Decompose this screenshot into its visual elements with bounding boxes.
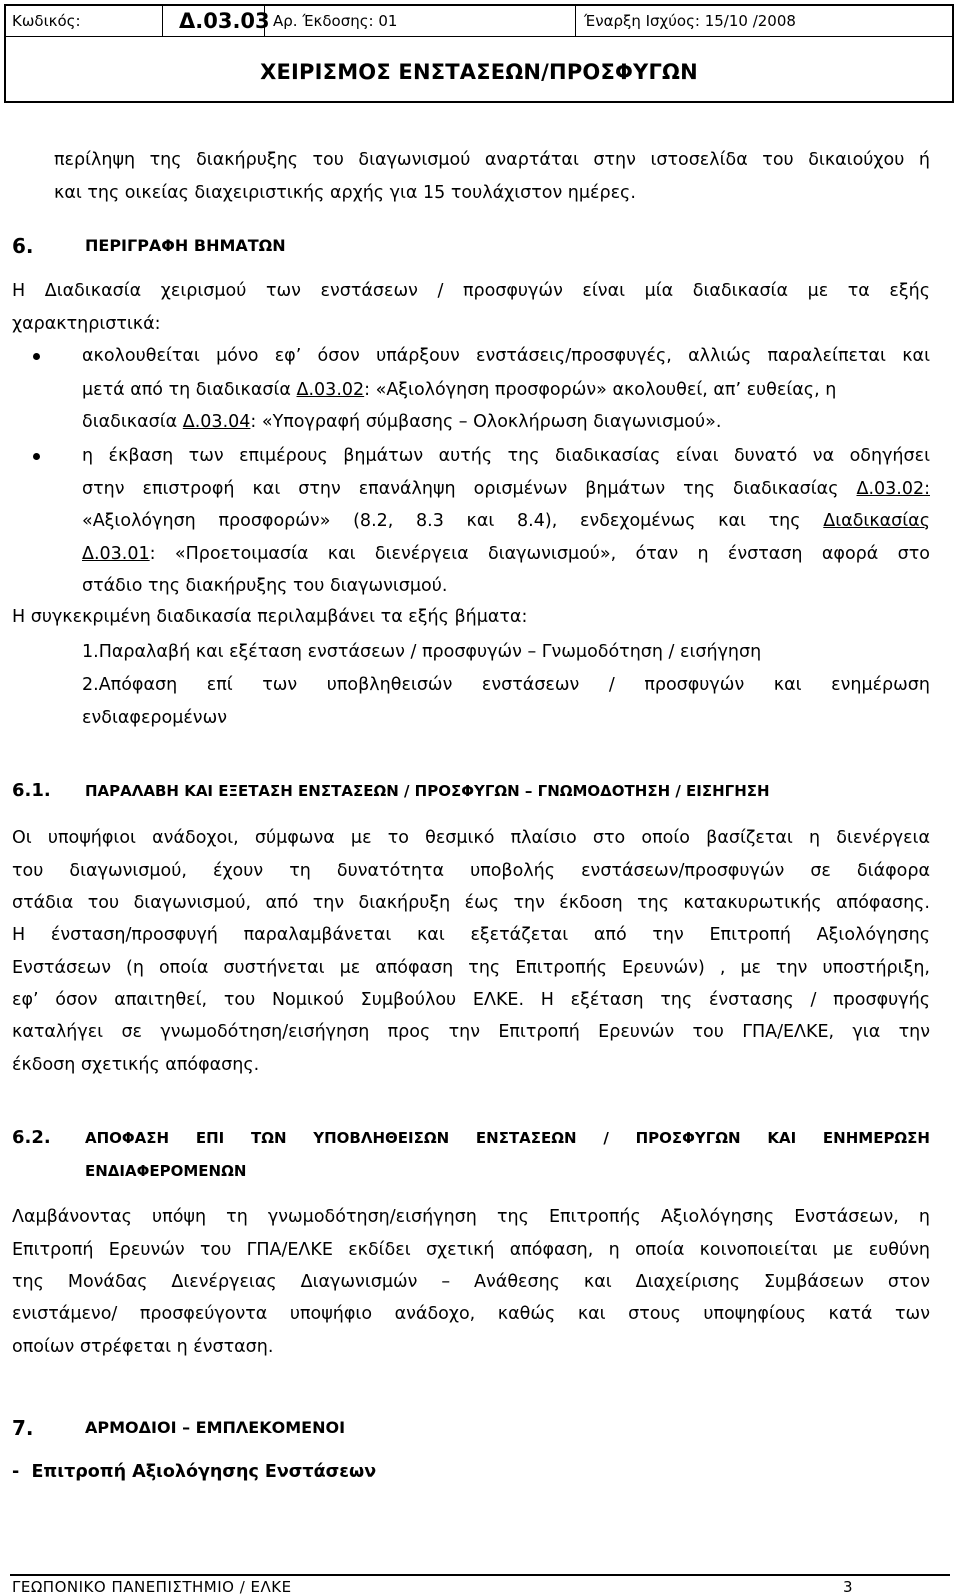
- section-7-title: ΑΡΜΟΔΙΟΙ – ΕΜΠΛΕΚΟΜΕΝΟΙ: [85, 1418, 346, 1437]
- s62-line-5: οποίων στρέφεται η ένσταση.: [12, 1337, 274, 1357]
- s6-bullet1-line-3: διαδικασία Δ.03.04: «Υπογραφή σύμβασης – Ολοκλήρωση διαγωνισμού».: [82, 412, 722, 432]
- section-62-title-line-2: ΕΝΔΙΑΦΕΡΟΜΕΝΩΝ: [85, 1162, 247, 1180]
- ref-diadikasias: Διαδικασίας: [823, 511, 930, 531]
- intro-line-2: και της οικείας διαχειριστικής αρχής για 15 τουλάχιστον ημέρες.: [54, 183, 636, 203]
- section-62-number: 6.2.: [12, 1127, 51, 1148]
- bullet-icon: [33, 353, 40, 360]
- section-7-number: 7.: [12, 1416, 34, 1440]
- intro-line-1: περίληψη της διακήρυξης του διαγωνισμού αναρτάται στην ιστοσελίδα του δικαιούχου ή: [54, 150, 930, 170]
- s61-line-5: Ενστάσεων (η οποία συστήνεται με απόφαση της Επιτροπής Ερευνών) , με την υποστήριξη,: [12, 958, 930, 978]
- s61-line-1: Οι υποψήφιοι ανάδοχοι, σύμφωνα με το θεσμικό πλαίσιο στο οποίο βασίζεται η διενέργεια: [12, 828, 930, 848]
- document-header: [4, 4, 954, 103]
- footer-org: ΓΕΩΠΟΝΙΚΟ ΠΑΝΕΠΙΣΤΗΜΙΟ / ΕΛΚΕ: [12, 1578, 292, 1596]
- s61-line-4: Η ένσταση/προσφυγή παραλαμβάνεται και εξετάζεται από την Επιτροπή Αξιολόγησης: [12, 925, 930, 945]
- s6-bullet2-line-3: «Αξιολόγηση προσφορών» (8.2, 8.3 και 8.4), ενδεχομένως και της Διαδικασίας: [82, 511, 930, 531]
- s61-line-6: εφ’ όσον απαιτηθεί, του Νομικού Συμβούλου ΕΛΚΕ. Η εξέταση της ένστασης / προσφυγής: [12, 990, 930, 1010]
- s6-bullet1-line-1: ακολουθείται μόνο εφ’ όσον υπάρξουν ενστάσεις/προσφυγές, αλλιώς παραλείπεται και: [82, 346, 930, 366]
- s6-step-2-line-1: 2.Απόφαση επί των υποβληθεισών ενστάσεων / προσφυγών και ενημέρωση: [82, 675, 930, 695]
- s6-bullet2-line-4: Δ.03.01: «Προετοιμασία και διενέργεια διαγωνισμού», όταν η ένσταση αφορά στο: [82, 544, 930, 564]
- ref-d0302: Δ.03.02:: [856, 479, 930, 499]
- s61-line-7: καταλήγει σε γνωμοδότηση/εισήγηση προς την Επιτροπή Ερευνών του ΓΠΑ/ΕΛΚΕ, για την: [12, 1022, 930, 1042]
- s6-step-1: 1.Παραλαβή και εξέταση ενστάσεων / προσφυγών – Γνωμοδότηση / εισήγηση: [82, 642, 762, 662]
- footer-divider: [10, 1574, 950, 1576]
- effective-date: Έναρξη Ισχύος: 15/10 /2008: [584, 12, 796, 30]
- section-61-number: 6.1.: [12, 780, 51, 801]
- s6-bullet2-line-5: στάδιο της διακήρυξης του διαγωνισμού.: [82, 576, 448, 596]
- version-label: Αρ. Έκδοσης: 01: [265, 6, 576, 36]
- section-6-title: ΠΕΡΙΓΡΑΦΗ ΒΗΜΑΤΩΝ: [85, 236, 286, 255]
- section-62-title-line-1: ΑΠΟΦΑΣΗ ΕΠΙ ΤΩΝ ΥΠΟΒΛΗΘΕΙΣΩΝ ΕΝΣΤΑΣΕΩΝ / ΠΡΟΣΦΥΓΩΝ ΚΑΙ ΕΝΗΜΕΡΩΣΗ: [85, 1129, 930, 1147]
- document-title: ΧΕΙΡΙΣΜΟΣ ΕΝΣΤΑΣΕΩΝ/ΠΡΟΣΦΥΓΩΝ: [260, 60, 698, 84]
- s62-line-2: Επιτροπή Ερευνών του ΓΠΑ/ΕΛΚΕ εκδίδει σχετική απόφαση, η οποία κοινοποιείται με ευθύνη: [12, 1240, 930, 1260]
- s62-line-3: της Μονάδας Διενέργειας Διαγωνισμών – Ανάθεσης και Διαχείρισης Συμβάσεων στον: [12, 1272, 930, 1292]
- ref-d0302: Δ.03.02: [296, 380, 365, 400]
- s6-step-2-line-2: ενδιαφερομένων: [82, 708, 228, 728]
- code-label: Κωδικός:: [6, 6, 163, 36]
- s61-line-3: στάδια του διαγωνισμού, από την διακήρυξη έως την έκδοση της κατακυρωτικής απόφασης.: [12, 893, 930, 913]
- section-61-title: ΠΑΡΑΛΑΒΗ ΚΑΙ ΕΞΕΤΑΣΗ ΕΝΣΤΑΣΕΩΝ / ΠΡΟΣΦΥΓΩΝ – ΓΝΩΜΟΔΟΤΗΣΗ / ΕΙΣΗΓΗΣΗ: [85, 782, 770, 800]
- s6-bullet2-line-2: στην επιστροφή και στην επανάληψη ορισμένων βημάτων της διαδικασίας Δ.03.02:: [82, 479, 930, 499]
- s61-line-8: έκδοση σχετικής απόφασης.: [12, 1055, 260, 1075]
- s6-bullet1-line-2: μετά από τη διαδικασία Δ.03.02: «Αξιολόγηση προσφορών» ακολουθεί, απ’ ευθείας, η: [82, 380, 837, 400]
- code-value: Δ.03.03: [163, 6, 265, 36]
- page-number: 3: [843, 1578, 854, 1596]
- ref-d0301: Δ.03.01: [82, 544, 150, 564]
- bullet-icon: [33, 453, 40, 460]
- s6-bullet2-line-1: η έκβαση των επιμέρους βημάτων αυτής της διαδικασίας είναι δυνατό να οδηγήσει: [82, 446, 930, 466]
- s6-steps-intro: Η συγκεκριμένη διαδικασία περιλαμβάνει τα εξής βήματα:: [12, 607, 528, 627]
- s6-para-line-1: Η Διαδικασία χειρισμού των ενστάσεων / προσφυγών είναι μία διαδικασία με τα εξής: [12, 281, 930, 301]
- ref-d0304: Δ.03.04: [182, 412, 251, 432]
- s6-para-line-2: χαρακτηριστικά:: [12, 314, 161, 334]
- section-6-number: 6.: [12, 234, 34, 258]
- s62-line-4: ενιστάμενο/ προσφεύγοντα υποψήφιο ανάδοχο, καθώς και στους υποψηφίους κατά των: [12, 1304, 930, 1324]
- s7-item: - Επιτροπή Αξιολόγησης Ενστάσεων: [12, 1462, 377, 1482]
- s61-line-2: του διαγωνισμού, έχουν τη δυνατότητα υποβολής ενστάσεων/προσφυγών σε διάφορα: [12, 861, 930, 881]
- s62-line-1: Λαμβάνοντας υπόψη τη γνωμοδότηση/εισήγηση της Επιτροπής Αξιολόγησης Ενστάσεων, η: [12, 1207, 930, 1227]
- header-meta-row: [6, 6, 952, 37]
